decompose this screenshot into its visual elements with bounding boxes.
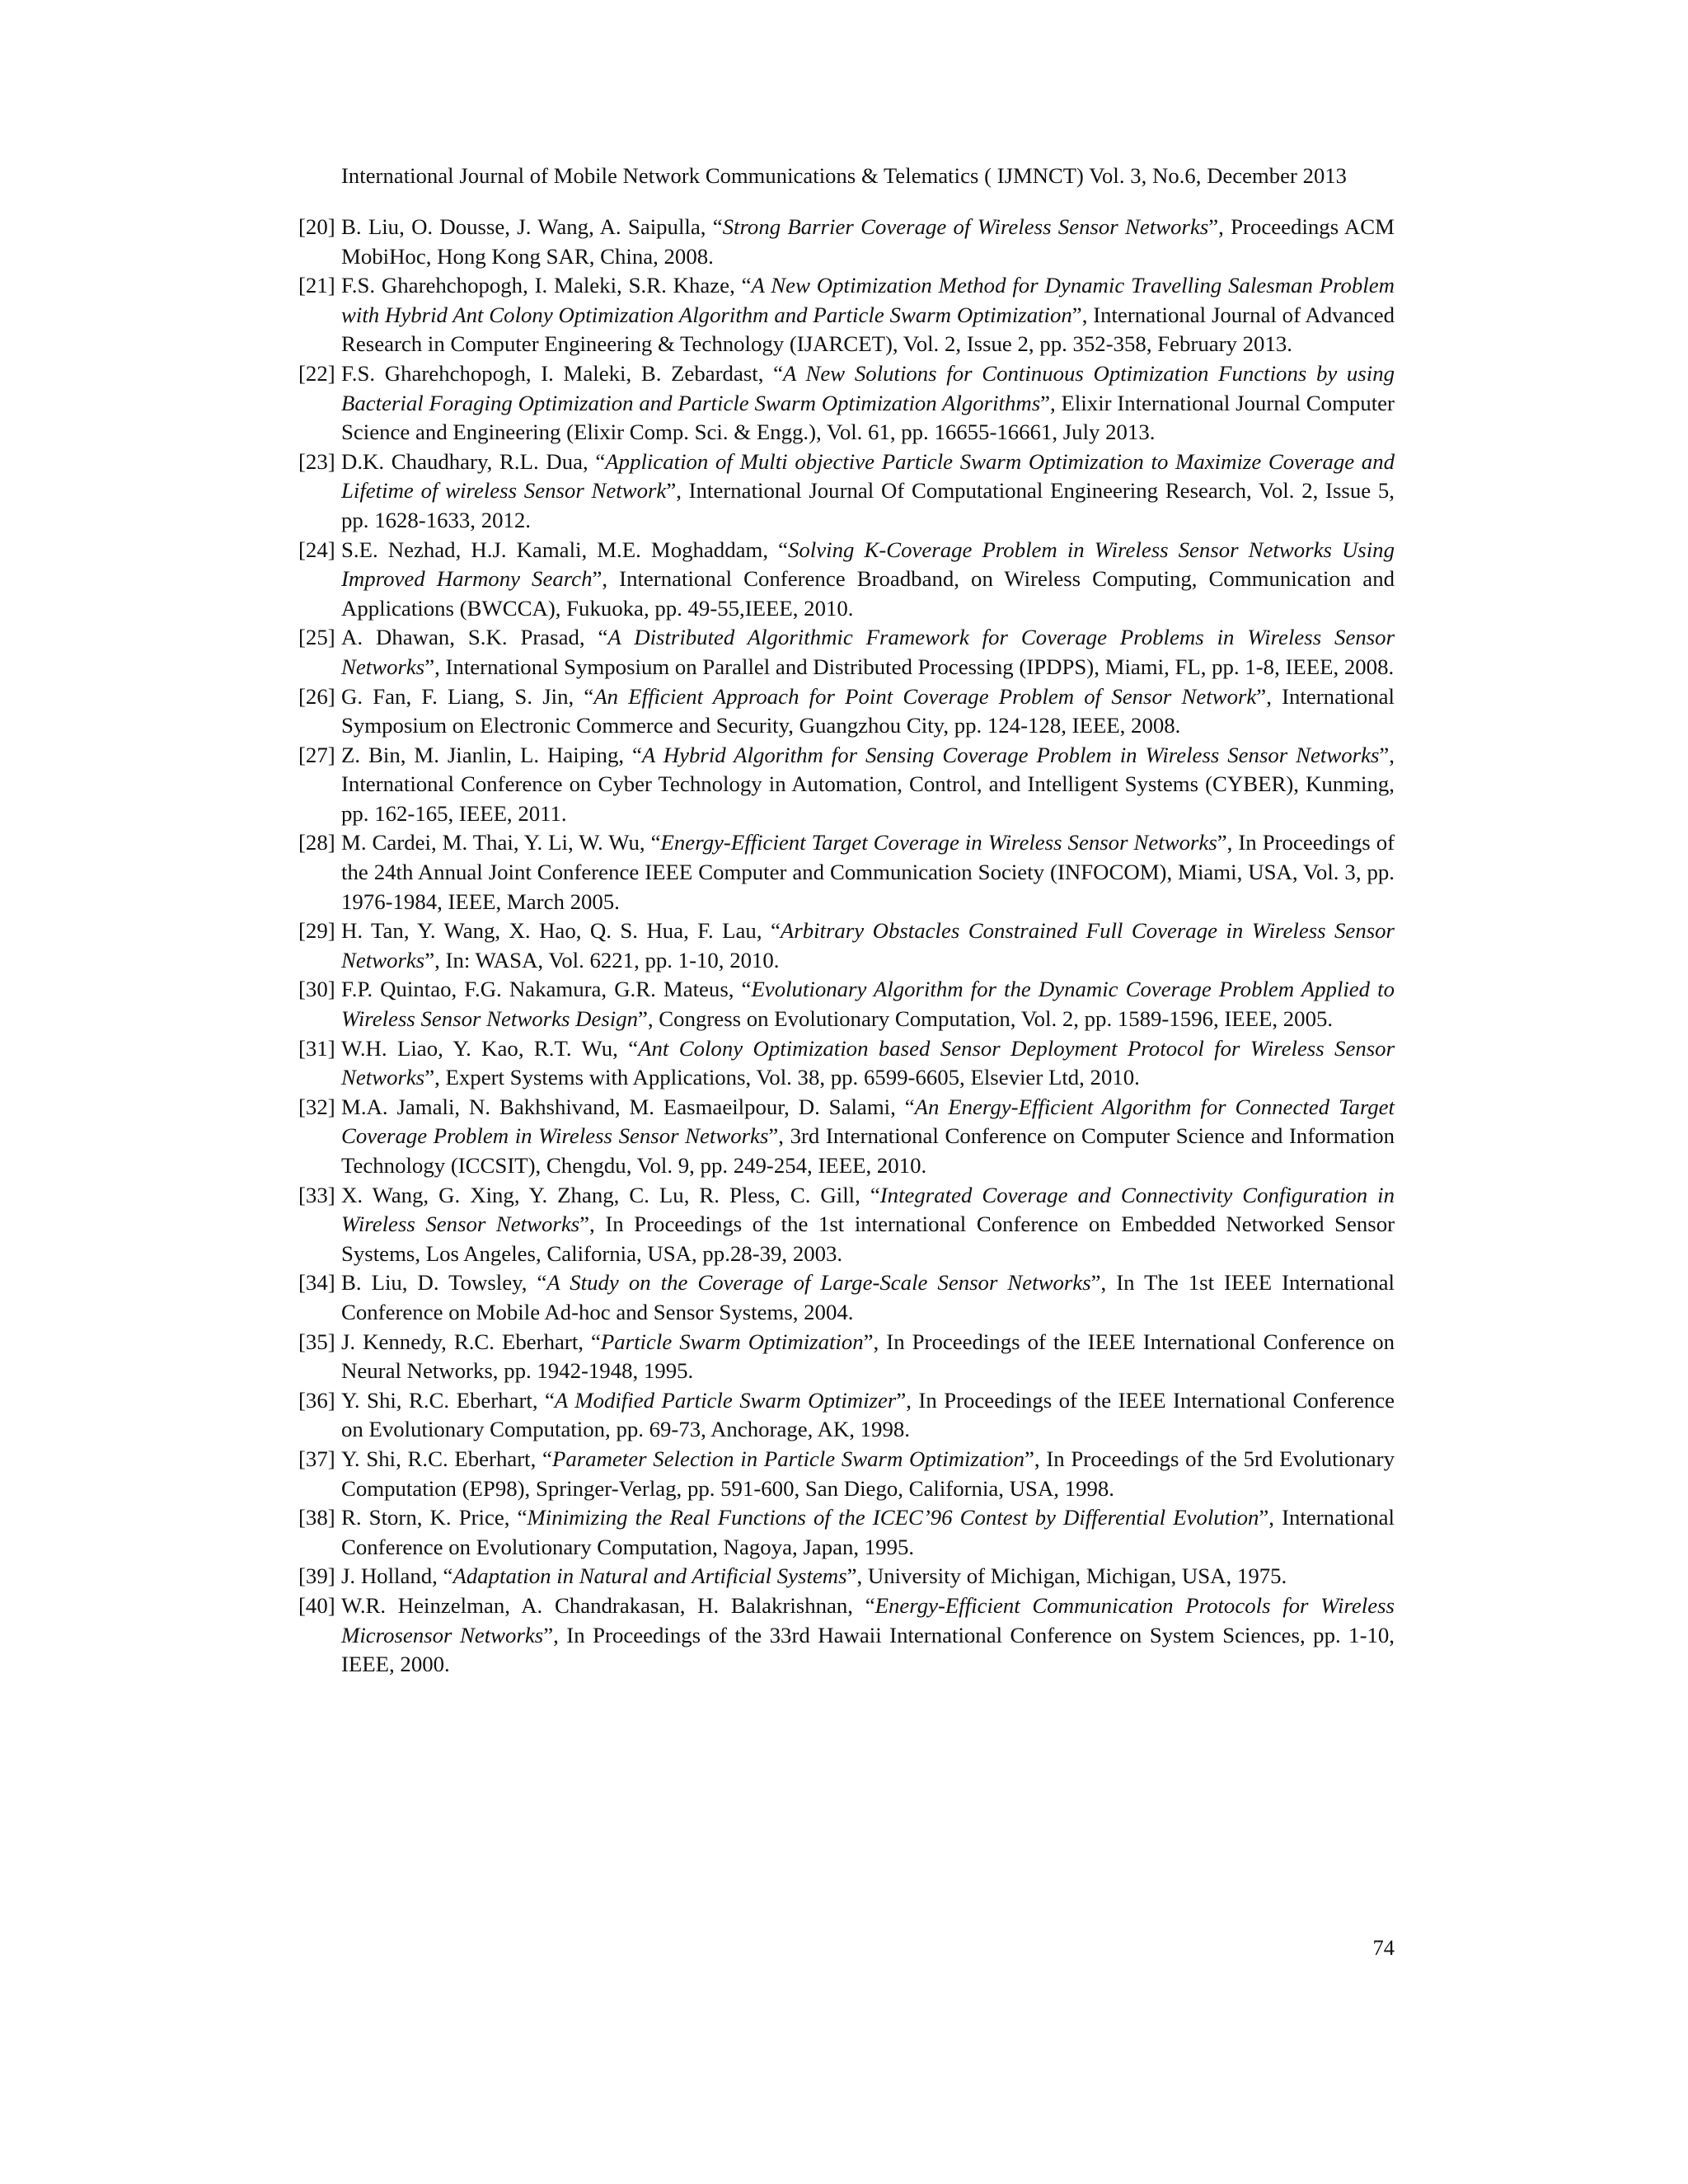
reference-item — [298, 828, 1395, 916]
reference-text — [341, 623, 1395, 682]
reference-title: Energy-Efficient Communication Protocols for Wireless Microsensor Networks — [341, 1592, 1395, 1647]
reference-list — [298, 213, 1395, 1680]
reference-item — [298, 536, 1395, 624]
reference-title: Particle Swarm Optimization — [600, 1329, 864, 1354]
reference-details: ”, International Symposium on Electronic Commerce and Security, Guangzhou City, pp. 124-128, IEEE, 2008. — [341, 683, 1395, 738]
reference-item — [298, 213, 1395, 271]
reference-number: [28] — [298, 830, 335, 855]
reference-number: [36] — [298, 1387, 335, 1413]
reference-title: Integrated Coverage and Connectivity Configuration in Wireless Sensor Networks — [341, 1182, 1395, 1237]
reference-title: A Modified Particle Swarm Optimizer — [554, 1387, 897, 1413]
reference-item — [298, 448, 1395, 536]
reference-item — [298, 741, 1395, 829]
reference-title: Evolutionary Algorithm for the Dynamic Coverage Problem Applied to Wireless Sensor Networks Design — [341, 977, 1395, 1032]
reference-authors: B. Liu, D. Towsley, “ — [341, 1270, 547, 1296]
reference-authors: B. Liu, O. Dousse, J. Wang, A. Saipulla, “ — [341, 214, 723, 239]
reference-authors: F.P. Quintao, F.G. Nakamura, G.R. Mateus, “ — [341, 977, 752, 1002]
reference-details: ”, Elixir International Journal Computer Science and Engineering (Elixir Comp. Sci. & Engg.), Vol. 61, pp. 16655-16661, July 2013. — [341, 390, 1395, 445]
reference-title: Adaptation in Natural and Artificial Systems — [452, 1563, 847, 1589]
reference-item — [298, 916, 1395, 975]
reference-number: [40] — [298, 1592, 335, 1618]
reference-details: ”, International Conference on Cyber Technology in Automation, Control, and Intelligent Systems (CYBER), Kunming, pp. 162-165, IEEE, 2011. — [341, 742, 1395, 826]
reference-item — [298, 1268, 1395, 1327]
reference-number: [31] — [298, 1035, 335, 1061]
reference-authors: W.R. Heinzelman, A. Chandrakasan, H. Balakrishnan, “ — [341, 1592, 875, 1618]
reference-item — [298, 1181, 1395, 1269]
reference-details: ”, International Conference on Evolutionary Computation, Nagoya, Japan, 1995. — [341, 1505, 1395, 1559]
reference-title: Arbitrary Obstacles Constrained Full Coverage in Wireless Sensor Networks — [341, 918, 1395, 972]
reference-details: ”, In Proceedings of the 33rd Hawaii International Conference on System Sciences, pp. 1-10, IEEE, 2000. — [341, 1622, 1395, 1677]
reference-authors: G. Fan, F. Liang, S. Jin, “ — [341, 683, 594, 709]
reference-text — [341, 916, 1395, 975]
reference-item — [298, 682, 1395, 741]
reference-details: ”, University of Michigan, Michigan, USA, 1975. — [846, 1563, 1287, 1589]
reference-title: Solving K-Coverage Problem in Wireless Sensor Networks Using Improved Harmony Search — [341, 537, 1395, 592]
reference-title: Ant Colony Optimization based Sensor Deployment Protocol for Wireless Sensor Networks — [341, 1035, 1395, 1090]
reference-number: [37] — [298, 1446, 335, 1471]
reference-text — [341, 1181, 1395, 1269]
reference-title: A Hybrid Algorithm for Sensing Coverage Problem in Wireless Sensor Networks — [641, 742, 1380, 767]
reference-title: Parameter Selection in Particle Swarm Optimization — [551, 1446, 1025, 1471]
reference-number: [33] — [298, 1182, 335, 1207]
page-number: 74 — [1372, 1935, 1395, 1960]
reference-number: [39] — [298, 1563, 335, 1589]
reference-title: A New Optimization Method for Dynamic Travelling Salesman Problem with Hybrid Ant Colony Optimization Algorithm and Particle Swarm Optimization — [341, 273, 1395, 327]
reference-details: ”, In Proceedings of the 1st international Conference on Embedded Networked Sensor Systems, Los Angeles, California, USA, pp.28-39, 2003. — [341, 1212, 1395, 1266]
reference-number: [22] — [298, 360, 335, 386]
reference-item — [298, 1093, 1395, 1181]
reference-authors: H. Tan, Y. Wang, X. Hao, Q. S. Hua, F. Lau, “ — [341, 918, 781, 944]
reference-details: ”, Congress on Evolutionary Computation, Vol. 2, pp. 1589-1596, IEEE, 2005. — [638, 1006, 1334, 1032]
reference-item — [298, 359, 1395, 448]
reference-number: [32] — [298, 1094, 335, 1119]
reference-authors: D.K. Chaudhary, R.L. Dua, “ — [341, 448, 606, 474]
reference-item — [298, 1328, 1395, 1386]
reference-text — [341, 1034, 1395, 1093]
reference-details: ”, International Journal of Advanced Research in Computer Engineering & Technology (IJARCET), Vol. 2, Issue 2, pp. 352-358, February 2013. — [341, 302, 1395, 357]
reference-details: ”, 3rd International Conference on Computer Science and Information Technology (ICCSIT), Chengdu, Vol. 9, pp. 249-254, IEEE, 2010. — [341, 1123, 1395, 1178]
reference-details: ”, In Proceedings of the IEEE International Conference on Neural Networks, pp. 1942-1948, 1995. — [341, 1329, 1395, 1384]
reference-number: [23] — [298, 448, 335, 474]
reference-text — [341, 1591, 1395, 1680]
reference-text — [341, 271, 1395, 359]
reference-authors: W.H. Liao, Y. Kao, R.T. Wu, “ — [341, 1035, 639, 1061]
reference-title: An Energy-Efficient Algorithm for Connected Target Coverage Problem in Wireless Sensor Networks — [341, 1094, 1395, 1149]
reference-item — [298, 1034, 1395, 1093]
reference-text — [341, 828, 1395, 916]
reference-text — [341, 1386, 1395, 1445]
reference-text — [341, 448, 1395, 536]
reference-number: [38] — [298, 1505, 335, 1530]
reference-text — [341, 682, 1395, 741]
reference-item — [298, 271, 1395, 359]
reference-number: [34] — [298, 1270, 335, 1296]
running-header: International Journal of Mobile Network Communications & Telematics ( IJMNCT) Vol. 3, No.6, December 2013 — [340, 163, 1348, 188]
reference-authors: Y. Shi, R.C. Eberhart, “ — [341, 1446, 552, 1471]
reference-item — [298, 1562, 1395, 1591]
reference-number: [20] — [298, 214, 335, 239]
reference-title: Minimizing the Real Functions of the ICEC’96 Contest by Differential Evolution — [527, 1505, 1259, 1530]
reference-text — [341, 359, 1395, 448]
reference-text — [341, 1562, 1395, 1591]
reference-details: ”, In Proceedings of the IEEE International Conference on Evolutionary Computation, pp. 69-73, Anchorage, AK, 1998. — [341, 1387, 1395, 1442]
reference-number: [26] — [298, 683, 335, 709]
reference-details: ”, In Proceedings of the 24th Annual Joint Conference IEEE Computer and Communication Society (INFOCOM), Miami, USA, Vol. 3, pp. 1976-1984, IEEE, March 2005. — [341, 830, 1395, 914]
reference-details: ”, In Proceedings of the 5rd Evolutionary Computation (EP98), Springer-Verlag, pp. 591-600, San Diego, California, USA, 1998. — [341, 1446, 1395, 1501]
reference-details: ”, In: WASA, Vol. 6221, pp. 1-10, 2010. — [424, 947, 780, 972]
reference-authors: M.A. Jamali, N. Bakhshivand, M. Easmaeilpour, D. Salami, “ — [341, 1094, 915, 1119]
reference-authors: M. Cardei, M. Thai, Y. Li, W. Wu, “ — [341, 830, 661, 855]
reference-number: [25] — [298, 625, 335, 650]
reference-item — [298, 1503, 1395, 1562]
reference-number: [24] — [298, 537, 335, 562]
reference-number: [30] — [298, 977, 335, 1002]
reference-details: ”, International Journal Of Computational Engineering Research, Vol. 2, Issue 5, pp. 1628-1633, 2012. — [341, 478, 1395, 532]
reference-number: [35] — [298, 1329, 335, 1354]
reference-item — [298, 975, 1395, 1033]
reference-item — [298, 623, 1395, 682]
reference-title: Energy-Efficient Target Coverage in Wireless Sensor Networks — [660, 830, 1217, 855]
reference-details: ”, International Conference Broadband, on Wireless Computing, Communication and Applications (BWCCA), Fukuoka, pp. 49-55,IEEE, 2010. — [341, 566, 1395, 621]
reference-text — [341, 1268, 1395, 1327]
reference-authors: J. Kennedy, R.C. Eberhart, “ — [341, 1329, 601, 1354]
reference-text — [341, 1445, 1395, 1503]
reference-title: A Distributed Algorithmic Framework for Coverage Problems in Wireless Sensor Networks — [341, 625, 1395, 679]
reference-authors: R. Storn, K. Price, “ — [341, 1505, 528, 1530]
reference-title: Application of Multi objective Particle Swarm Optimization to Maximize Coverage and Lifetime of wireless Sensor Network — [341, 448, 1395, 504]
reference-text — [341, 975, 1395, 1033]
reference-authors: X. Wang, G. Xing, Y. Zhang, C. Lu, R. Pless, C. Gill, “ — [341, 1182, 880, 1207]
reference-title: Strong Barrier Coverage of Wireless Sensor Networks — [722, 214, 1209, 239]
reference-details: ”, Proceedings ACM MobiHoc, Hong Kong SAR, China, 2008. — [341, 214, 1395, 269]
reference-authors: S.E. Nezhad, H.J. Kamali, M.E. Moghaddam, “ — [341, 537, 788, 562]
reference-title: An Efficient Approach for Point Coverage Problem of Sensor Network — [593, 683, 1257, 709]
reference-text — [341, 536, 1395, 624]
reference-text — [341, 741, 1395, 829]
reference-text — [341, 1328, 1395, 1386]
reference-number: [29] — [298, 918, 335, 944]
reference-item — [298, 1386, 1395, 1445]
reference-authors: Y. Shi, R.C. Eberhart, “ — [341, 1387, 555, 1413]
reference-authors: A. Dhawan, S.K. Prasad, “ — [341, 625, 608, 650]
reference-text — [341, 213, 1395, 271]
reference-number: [21] — [298, 273, 335, 298]
reference-authors: J. Holland, “ — [341, 1563, 453, 1589]
reference-details: ”, International Symposium on Parallel and Distributed Processing (IPDPS), Miami, FL, pp. 1-8, IEEE, 2008. — [424, 654, 1395, 679]
reference-details: ”, In The 1st IEEE International Conference on Mobile Ad-hoc and Sensor Systems, 2004. — [341, 1270, 1395, 1324]
reference-authors: F.S. Gharehchopogh, I. Maleki, B. Zebardast, “ — [341, 360, 783, 386]
reference-authors: F.S. Gharehchopogh, I. Maleki, S.R. Khaze, “ — [341, 273, 752, 298]
reference-details: ”, Expert Systems with Applications, Vol. 38, pp. 6599-6605, Elsevier Ltd, 2010. — [424, 1065, 1140, 1090]
reference-authors: Z. Bin, M. Jianlin, L. Haiping, “ — [341, 742, 642, 767]
reference-text — [341, 1503, 1395, 1562]
reference-text — [341, 1093, 1395, 1181]
reference-number: [27] — [298, 742, 335, 767]
reference-title: A Study on the Coverage of Large-Scale Sensor Networks — [546, 1270, 1091, 1296]
reference-title: A New Solutions for Continuous Optimization Functions by using Bacterial Foraging Optimization and Particle Swarm Optimization Algorithms — [341, 360, 1395, 415]
reference-item — [298, 1445, 1395, 1503]
reference-item — [298, 1591, 1395, 1680]
